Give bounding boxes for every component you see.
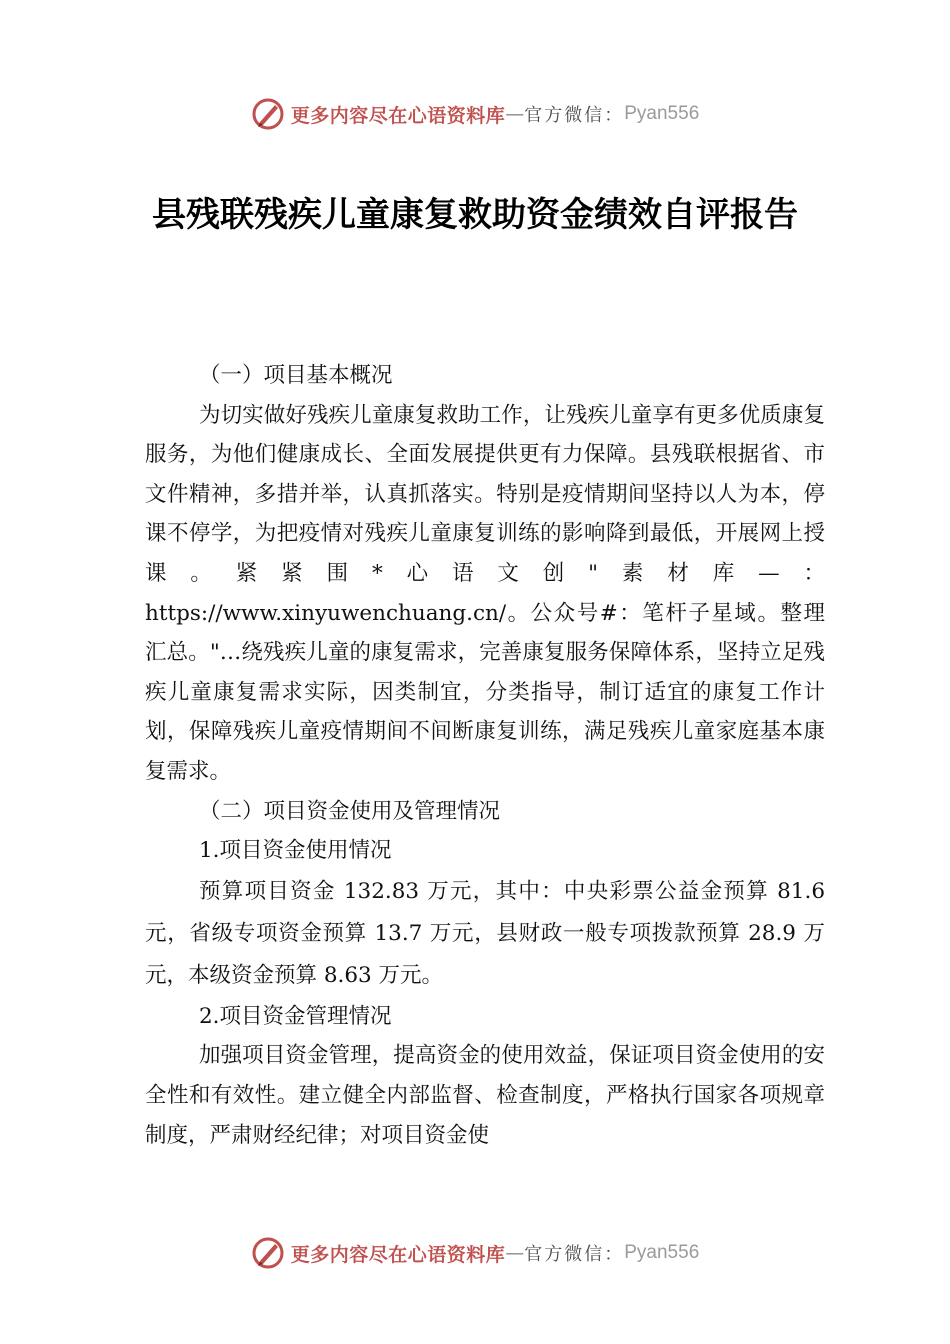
pen-logo-icon <box>251 1236 285 1270</box>
banner-wechat-label: 官方微信： <box>524 1244 625 1265</box>
paragraph-funds-management: 加强项目资金管理，提高资金的使用效益，保证项目资金使用的安全性和有效性。建立健全内部监督、检查制度，严格执行国家各项规章制度，严肃财经纪律；对项目资金使 <box>145 1043 825 1148</box>
paragraph-funds-usage: 预算项目资金 132.83 万元，其中：中央彩票公益金预算 81.6 元，省级专项资金预算 13.7 万元，县财政一般专项拨款预算 28.9 万元，本级资金预算 8.63 万元。 <box>145 878 825 988</box>
subheading-funds-management: 2.项目资金管理情况 <box>199 1003 392 1029</box>
banner-dash: — <box>505 1242 525 1264</box>
header-watermark-banner <box>0 94 950 134</box>
pen-logo-icon <box>251 97 285 131</box>
banner-dash: — <box>505 103 525 125</box>
footer-watermark-banner <box>0 1233 950 1273</box>
section-heading-overview: （一）项目基本概况 <box>199 363 393 388</box>
subheading-funds-usage: 1.项目资金使用情况 <box>199 838 392 864</box>
document-body <box>145 356 825 1155</box>
section-heading-funds: （二）项目资金使用及管理情况 <box>199 798 501 824</box>
banner-brand-text: 更多内容尽在心语资料库 <box>290 1243 506 1266</box>
banner-wechat-label: 官方微信： <box>524 105 625 126</box>
banner-brand-text: 更多内容尽在心语资料库 <box>290 104 506 127</box>
banner-wechat-id: Pyan556 <box>624 1242 700 1263</box>
paragraph-overview: 为切实做好残疾儿童康复救助工作，让残疾儿童享有更多优质康复服务，为他们健康成长、全面发展提供更有力保障。县残联根据省、市文件精神，多措并举，认真抓落实。特别是疫情期间坚持以人为本，停课不停学，为把疫情对残疾儿童康复训练的影响降到最低，开展网上授课。紧紧围*心语文创"素材库—：https://www.xinyuwenchuang.cn/。公众号#：笔杆子星域。整理汇总。"…绕残疾儿童的康复需求，完善康复服务保障体系，坚持立足残疾儿童康复需求实际，因类制宜，分类指导，制订适宜的康复工作计划，保障残疾儿童疫情期间不间断康复训练，满足残疾儿童家庭基本康复需求。 <box>145 402 825 784</box>
banner-wechat-id: Pyan556 <box>624 103 700 124</box>
document-title: 县残联残疾儿童康复救助资金绩效自评报告 <box>152 195 798 235</box>
